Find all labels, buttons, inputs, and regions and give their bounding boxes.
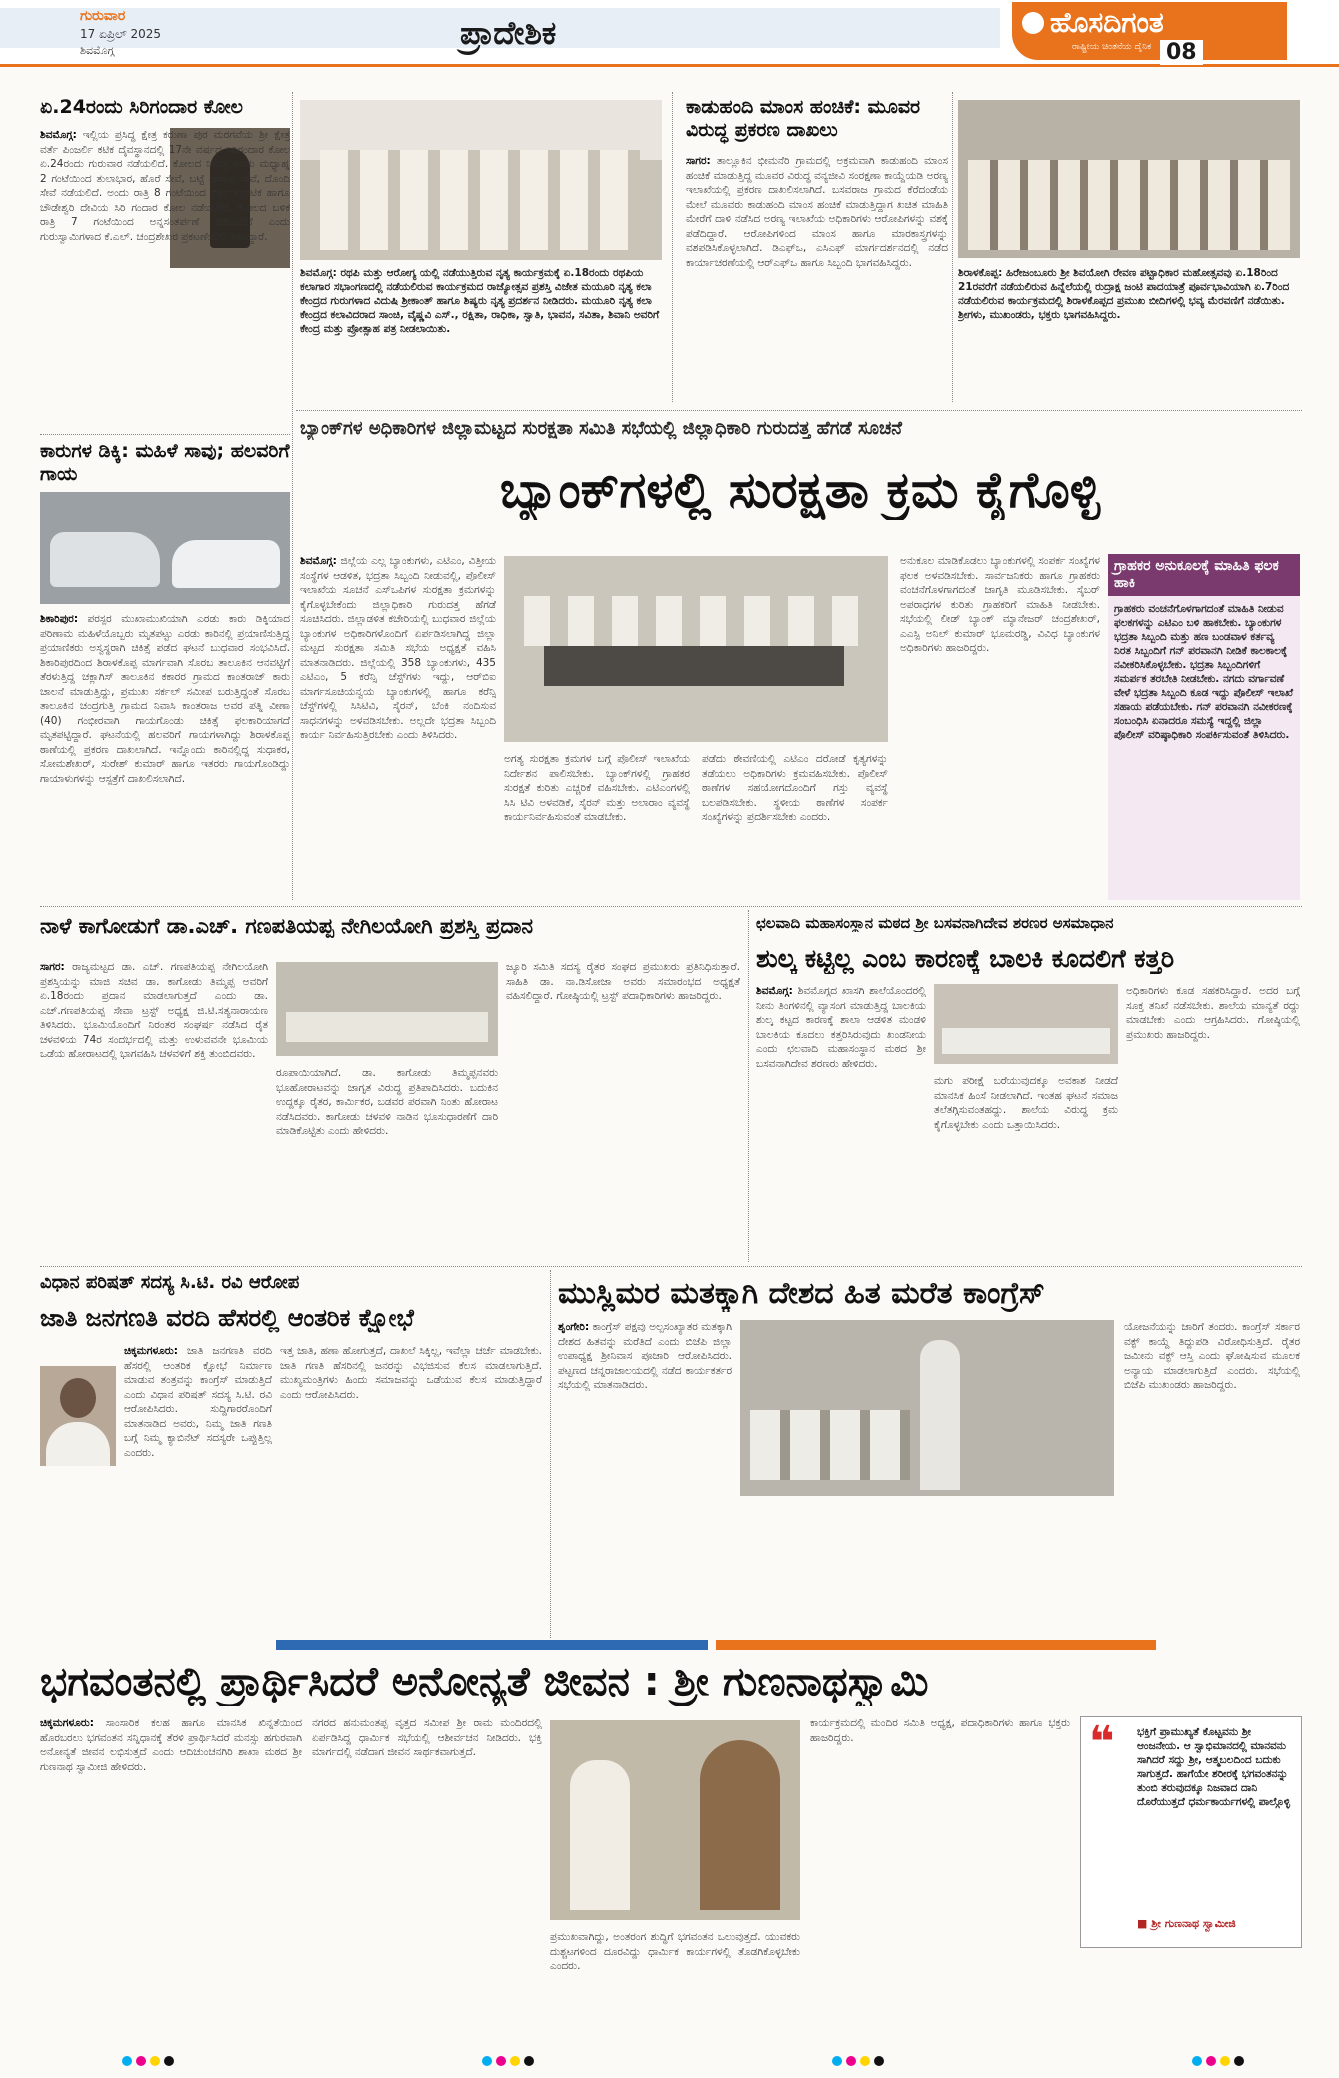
guru-dateline: ಚಿಕ್ಕಮಗಳೂರು:: [40, 1717, 94, 1729]
kola-headline: ಏ.24ರಂದು ಸಿರಿಗಂದಾರ ಕೋಲ: [40, 96, 243, 118]
divider: [292, 92, 293, 900]
masthead: [0, 0, 1339, 67]
guru-col2: ನಗರದ ಹನುಮಂತಪ್ಪ ವೃತ್ತದ ಸಮೀಪ ಶ್ರೀ ರಾಮ ಮಂದಿರದಲ್ಲಿ ಏರ್ಪಡಿಸಿದ್ದ ಧಾರ್ಮಿಕ ಸಭೆಯಲ್ಲಿ ಆಶೀರ್ವಚನ ನೀಡಿದರು. ಭಕ್ತಿ ಮಾರ್ಗದಲ್ಲಿ ನಡೆದಾಗ ಜೀವನ ಸಾರ್ಥಕವಾಗುತ್ತದೆ.: [312, 1717, 542, 1758]
divider: [952, 92, 953, 402]
divider: [296, 410, 1302, 411]
masthead-city: ಶಿವಮೊಗ್ಗ: [80, 44, 115, 57]
kola-text: ಇಲ್ಲಿಯ ಪ್ರಸಿದ್ಧ ಕ್ಷೇತ್ರ ಕರುಣಾ ಪುರ ಮರಗವೆಯ ಶ್ರೀ ಕ್ಷೇತ್ರ ವರ್ತೆ ಪಿಂಜರ್ಲಿ ಕಟಿಕ ದೈವಸ್ಥಾನದಲ್ಲಿ 17ನೇ ವರ್ಷದ ಸಿರಿಗಂದಾರ ಕೋಲ ಏ.24ರಂದು ಗುರುವಾರ ನಡೆಯಲಿದೆ. ಕೋಲದ ನಿಮಿತ್ತ ಅಂದು ಮಧ್ಯಾಹ್ನ 2 ಗಂಟೆಯಿಂದ ತುಲಾಭಾರ, ಹೊರೆ ಸೇವೆ, ಬಟ್ಟೆ ಹಾಸುವ ಸೇವೆ, ದೊಂದಿ ಸೇವೆ ನಡೆಯಲಿದೆ. ಅಂದು ರಾತ್ರಿ 8 ಗಂಟೆಯಿಂದ ವರ್ತೆ ಕಲ್ಲುಟಿಕ ಹಾಗೂ ಚೌಡೇಶ್ವರಿ ದೇವಿಯ ಸಿರಿ ಗಂದಾರ ಕೋಲ ನಡೆಯಲಿದೆ. ಕೋಲದ ಬಳಿಕ ರಾತ್ರಿ 7 ಗಂಟೆಯಿಂದ ಅನ್ನಸಂತರ್ಪಣೆ ನಡೆಯಲಿದೆ ಎಂದು ಗುರುಸ್ವಾಮಿಗಳಾದ ಕೆ.ಎಲ್. ಚಂದ್ರಶೇಖರ ಪ್ರಕಟಣೆಯಲ್ಲಿ ತಿಳಿಸಿದ್ದಾರೆ.: [40, 129, 290, 243]
paper-name: ಹೊಸದಿಗಂತ: [1050, 6, 1164, 39]
girl-col1-text: ಶಿವಮೊಗ್ಗದ ಖಾಸಗಿ ಶಾಲೆಯೊಂದರಲ್ಲಿ ನೀನು ತಿಂಗಳಿನಲ್ಲಿ ವ್ಯಾಸಂಗ ಮಾಡುತ್ತಿದ್ದ ಬಾಲಕಿಯ ಶುಲ್ಕ ಕಟ್ಟದ ಕಾರಣಕ್ಕೆ ಶಾಲಾ ಆಡಳಿತ ಮಂಡಳಿ ಬಾಲಕಿಯ ಕೂದಲು ಕತ್ತರಿಸಿರುವುದು ಖಂಡನೀಯ ಎಂದು ಛಲವಾದಿ ಮಹಾಸಂಸ್ಥಾನ ಮಠದ ಶ್ರೀ ಬಸವನಾಗಿದೇವ ಶರಣರು ಹೇಳಿದರು.: [756, 985, 926, 1070]
girl-col1: [756, 984, 926, 1260]
reg-magenta: [846, 2056, 856, 2066]
divider: [40, 1266, 1302, 1267]
divider: [40, 906, 1302, 907]
bank-col4: ಅನುಕೂಲ ಮಾಡಿಕೊಡಲು ಬ್ಯಾಂಕುಗಳಲ್ಲಿ ಸಂಪರ್ಕ ಸಂಖ್ಯೆಗಳ ಫಲಕ ಅಳವಡಿಸಬೇಕು. ಸಾರ್ವಜನಿಕರು ಹಾಗೂ ಗ್ರಾಹಕರು ವಂಚನೆಗೊಳಗಾಗದಂತೆ ಜಾಗೃತಿ ಮೂಡಿಸಬೇಕು. ಸೈಬರ್ ಅಪರಾಧಗಳ ಕುರಿತು ಗ್ರಾಹಕರಿಗೆ ಮಾಹಿತಿ ನೀಡಬೇಕು. ಸಭೆಯಲ್ಲಿ ಲೀಡ್ ಬ್ಯಾಂಕ್ ಮ್ಯಾನೇಜರ್ ಚಂದ್ರಶೇಖರ್, ಎಎಸ್ಪಿ ಅನಿಲ್ ಕುಮಾರ್ ಭೂಮರಡ್ಡಿ, ವಿವಿಧ ಬ್ಯಾಂಕುಗಳ ಅಧಿಕಾರಿಗಳು ಹಾಜರಿದ್ದರು.: [900, 555, 1100, 654]
car-headline: ಕಾರುಗಳ ಡಿಕ್ಕಿ: ಮಹಿಳೆ ಸಾವು; ಹಲವರಿಗೆ ಗಾಯ: [40, 440, 290, 485]
girl-headline: ಶುಲ್ಕ ಕಟ್ಟಿಲ್ಲ ಎಂಬ ಕಾರಣಕ್ಕೆ ಬಾಲಕಿ ಕೂದಲಿಗೆ ಕತ್ತರಿ: [756, 944, 1175, 973]
dancers-photo: [300, 100, 662, 260]
reg-black: [524, 2056, 534, 2066]
census-col1: [40, 1344, 272, 1634]
divider: [748, 910, 749, 1262]
procession-caption: ಶಿರಾಳಕೊಪ್ಪ: ಹಿರೇಜಂಬೂರು ಶ್ರೀ ಶಿವಯೋಗಿ ರೇವಣ ಪಟ್ಟಾಧಿಕಾರ ಮಹೋತ್ಸವವು ಏ.18ರಿಂದ 21ರವರೆಗೆ ನಡೆಯಲಿರುವ ಹಿನ್ನೆಲೆಯಲ್ಲಿ ರುದ್ರಾಕ್ಷ ಜಂಟಿ ಪಾದಯಾತ್ರೆ ಪೂರ್ವಭಾವಿಯಾಗಿ ಏ.7ರಿಂದ ನಡೆಯಲಿರುವ ಕಾರ್ಯಕ್ರಮದಲ್ಲಿ ಶಿರಾಳಕೊಪ್ಪದ ಪ್ರಮುಖ ಬೀದಿಗಳಲ್ಲಿ ಭವ್ಯ ಮೆರವಣಿಗೆ ನಡೆಯಿತು. ಶ್ರೀಗಳು, ಮುಖಂಡರು, ಭಕ್ತರು ಭಾಗವಹಿಸಿದ್ದರು.: [958, 267, 1290, 321]
panel-table: [286, 1012, 488, 1042]
color-band: [276, 1640, 1156, 1650]
bank-headline: ಬ್ಯಾಂಕ್‌ಗಳಲ್ಲಿ ಸುರಕ್ಷತಾ ಕ್ರಮ ಕೈಗೊಳ್ಳಿ: [499, 461, 1101, 519]
guru-headline: ಭಗವಂತನಲ್ಲಿ ಪ್ರಾರ್ಥಿಸಿದರೆ ಅನೋನ್ಯತೆ ಜೀವನ : ಶ್ರೀ ಗುಣನಾಥಸ್ವಾಮಿ: [40, 1659, 929, 1705]
reg-cyan: [122, 2056, 132, 2066]
procession-photo: [958, 100, 1300, 258]
reg-black: [874, 2056, 884, 2066]
sringeri-meeting-photo: [740, 1320, 1114, 1496]
award-col2: ರೂಪಾಯಿಯಾಗಿದೆ. ಡಾ. ಕಾಗೋಡು ತಿಮ್ಮಪ್ಪನವರು ಭೂಹೋರಾಟವನ್ನು ಜಾಗೃತ ವಿರುದ್ಧ ಪ್ರತಿಪಾದಿಸಿದರು. ಬದುಕಿನ ಉದ್ದಕ್ಕೂ ರೈತರ, ಕಾರ್ಮಿಕರ, ಬಡವರ ಪರವಾಗಿ ನಿಂತು ಹೋರಾಟ ನಡೆಸಿದವರು. ಕಾಗೋಡು ಚಳವಳಿ ನಾಡಿನ ಭೂಸುಧಾರಣೆಗೆ ದಾರಿ ಮಾಡಿಕೊಟ್ಟಿತು ಎಂದು ಹೇಳಿದರು.: [276, 1067, 498, 1137]
seated-row: [750, 1410, 910, 1480]
registration-marks-left: [120, 2051, 176, 2070]
census-headline: ಜಾತಿ ಜನಗಣತಿ ವರದಿ ಹೆಸರಲ್ಲಿ ಆಂತರಿಕ ಕ್ಷೋಭೆ: [40, 1304, 414, 1332]
paper-logo-box: [1012, 2, 1287, 60]
sidebar-title: ಗ್ರಾಹಕರ ಅನುಕೂಲಕ್ಕೆ ಮಾಹಿತಿ ಫಲಕ ಹಾಕಿ: [1108, 554, 1300, 596]
band-orange: [716, 1640, 1156, 1650]
meat-body: [686, 154, 948, 404]
band-blue: [276, 1640, 708, 1650]
muslim-headline: ಮುಸ್ಲಿಮರ ಮತಕ್ಕಾಗಿ ದೇಶದ ಹಿತ ಮರೆತ ಕಾಂಗ್ರೆಸ್: [558, 1276, 1045, 1311]
paper-tagline: ರಾಷ್ಟ್ರೀಯ ಚಿಂತನೆಯ ದೈನಿಕ: [1072, 42, 1152, 52]
registration-marks-mid-left: [480, 2051, 536, 2070]
award-col3: ಜ್ಯೂರಿ ಸಮಿತಿ ಸದಸ್ಯ ರೈತರ ಸಂಘದ ಪ್ರಮುಖರು ಪ್ರತಿನಿಧಿಸುತ್ತಾರೆ. ಸಾಹಿತಿ ಡಾ. ನಾ.ಡಿಸೋಜಾ ಅವರು ಸಮಾರಂಭದ ಅಧ್ಯಕ್ಷತೆ ವಹಿಸಲಿದ್ದಾರೆ. ಗೋಷ್ಠಿಯಲ್ಲಿ ಟ್ರಸ್ಟ್ ಪದಾಧಿಕಾರಿಗಳು ಹಾಜರಿದ್ದರು.: [506, 961, 740, 1002]
bank-kicker: ಬ್ಯಾಂಕ್‌ಗಳ ಅಧಿಕಾರಿಗಳ ಜಿಲ್ಲಾಮಟ್ಟದ ಸುರಕ್ಷತಾ ಸಮಿತಿ ಸಭೆಯಲ್ಲಿ ಜಿಲ್ಲಾಧಿಕಾರಿ ಗುರುದತ್ತ ಹೆಗಡೆ ಸೂಚನೆ: [300, 418, 903, 439]
reg-yellow: [860, 2056, 870, 2066]
reg-yellow: [150, 2056, 160, 2066]
quote-mark-icon: ❝: [1089, 1717, 1115, 1768]
masthead-day: ಗುರುವಾರ: [80, 8, 126, 24]
car-dateline: ಶಿಕಾರಿಪುರ:: [40, 613, 79, 625]
census-dateline: ಚಿಕ್ಕಮಗಳೂರು:: [124, 1345, 178, 1357]
divider: [550, 1270, 551, 1638]
award-col1-text: ರಾಜ್ಯಮಟ್ಟದ ಡಾ. ಎಚ್. ಗಣಪತಿಯಪ್ಪ ನೇಗಿಲಯೋಗಿ ಪ್ರಶಸ್ತಿಯನ್ನು ಮಾಜಿ ಸಚಿವ ಡಾ. ಕಾಗೋಡು ತಿಮ್ಮಪ್ಪ ಅವರಿಗೆ ಏ.18ರಂದು ಪ್ರದಾನ ಮಾಡಲಾಗುತ್ತದೆ ಎಂದು ಡಾ. ಎಚ್.ಗಣಪತಿಯಪ್ಪ ಸೇವಾ ಟ್ರಸ್ಟ್ ಅಧ್ಯಕ್ಷ ಜಿ.ಟಿ.ಸತ್ಯನಾರಾಯಣ ತಿಳಿಸಿದರು. ಭೂಮಿಯೊಂದಿಗೆ ನಿರಂತರ ಸಂಘರ್ಷ ನಡೆಸಿದ ರೈತ ಚಳವಳಿಯ 74ರ ಸಂದರ್ಭದಲ್ಲಿ ಮತ್ತು ಉಳುವವನೇ ಭೂಮಿಯ ಒಡೆಯ ಹೋರಾಟದಲ್ಲಿ ಭಾಗವಹಿಸಿ ಚಳವಳಿಗೆ ಶಕ್ತಿ ತುಂಬಿದವರು.: [40, 961, 268, 1060]
guru-col4: ಕಾರ್ಯಕ್ರಮದಲ್ಲಿ ಮಂದಿರ ಸಮಿತಿ ಅಧ್ಯಕ್ಷ, ಪದಾಧಿಕಾರಿಗಳು ಹಾಗೂ ಭಕ್ತರು ಹಾಜರಿದ್ದರು.: [810, 1717, 1070, 1744]
girl-col3: ಅಧಿಕಾರಿಗಳು ಕೂಡ ಸಹಕರಿಸಿದ್ದಾರೆ. ಅದರ ಬಗ್ಗೆ ಸೂಕ್ತ ತನಿಖೆ ನಡೆಸಬೇಕು. ಶಾಲೆಯ ಮಾನ್ಯತೆ ರದ್ದು ಮಾಡಬೇಕು ಎಂದು ಆಗ್ರಹಿಸಿದರು. ಗೋಷ್ಠಿಯಲ್ಲಿ ಪ್ರಮುಖರು ಹಾಜರಿದ್ದರು.: [1126, 985, 1300, 1041]
census-kicker: ವಿಧಾನ ಪರಿಷತ್ ಸದಸ್ಯ ಸಿ.ಟಿ. ರವಿ ಆರೋಪ: [40, 1272, 300, 1293]
masthead-date: 17 ಏಪ್ರಿಲ್ 2025: [80, 27, 162, 41]
panel-table: [942, 1028, 1110, 1054]
quote-attribution: ■ ಶ್ರೀ ಗುಣನಾಥ ಸ್ವಾಮೀಜಿ: [1137, 1917, 1236, 1930]
girl-col2: ಮಗು ಪರೀಕ್ಷೆ ಬರೆಯುವುದಕ್ಕೂ ಅವಕಾಶ ನೀಡದೆ ಮಾನಸಿಕ ಹಿಂಸೆ ನೀಡಲಾಗಿದೆ. ಇಂತಹ ಘಟನೆ ಸಮಾಜ ತಲೆತಗ್ಗಿಸುವಂತಹದ್ದು. ಶಾಲೆಯ ವಿರುದ್ಧ ಕ್ರಮ ಕೈಗೊಳ್ಳಬೇಕು ಎಂದು ಒತ್ತಾಯಿಸಿದರು.: [934, 1075, 1118, 1131]
girl-dateline: ಶಿವಮೊಗ್ಗ:: [756, 985, 793, 997]
press-meet-award-photo: [276, 962, 498, 1056]
bank-col1: [300, 554, 496, 900]
registration-marks-mid-right: [830, 2051, 886, 2070]
reg-magenta: [496, 2056, 506, 2066]
bank-meeting-photo: [504, 556, 888, 742]
seer-blessing-photo: [550, 1720, 800, 1920]
car-shape-right: [172, 540, 280, 588]
car-text: ಪರಸ್ಪರ ಮುಖಾಮುಖಿಯಾಗಿ ಎರಡು ಕಾರು ಡಿಕ್ಕಿಯಾದ ಪರಿಣಾಮ ಮಹಿಳೆಯೊಬ್ಬರು ಮೃತಪಟ್ಟು ಎರಡು ಕಾರಿನಲ್ಲಿ ಪ್ರಯಾಣಿಸುತ್ತಿದ್ದ ಪ್ರಯಾಣಿಕರು ಅಸ್ವಸ್ಥರಾಗಿ ಚಿಕಿತ್ಸೆ ಪಡೆದ ಘಟನೆ ಬುಧವಾರ ಸಂಭವಿಸಿದೆ. ಶಿಕಾರಿಪುರದಿಂದ ಶಿರಾಳಕೊಪ್ಪ ಮಾರ್ಗವಾಗಿ ಸೊರಬ ತಾಲೂಕಿನ ಆನವಟ್ಟಿಗೆ ತೆರಳುತ್ತಿದ್ದ ಚಕ್ಲಾಗಿಸ್ ತಾಲೂಕಿನ ಕಕಾರರ ಗ್ರಾಮದ ಕಾಂತರಾಜ್ ಕಾರು ಚಾಲನೆ ಮಾಡುತ್ತಿದ್ದು, ಪ್ರಮುಖ ಸರ್ಕಲ್ ಸಮೀಪ ಬರುತ್ತಿದ್ದಂತೆ ಸೊರಬ ತಾಲೂಕಿನ ಚಂದ್ರಗುತ್ತಿ ಗ್ರಾಮದ ನಿವಾಸಿ ಕಾಂತರಾಜ ಅವರ ಪತ್ನಿ ವೀಣಾ (40) ಗಂಭೀರವಾಗಿ ಗಾಯಗೊಂಡು ಚಿಕಿತ್ಸೆ ಫಲಕಾರಿಯಾಗದೆ ಮೃತಪಟ್ಟಿದ್ದಾರೆ. ಘಟನೆಯಲ್ಲಿ ಹಲವರಿಗೆ ಗಾಯಗಳಾಗಿದ್ದು ಶಿರಾಳಕೊಪ್ಪ ಠಾಣೆಯಲ್ಲಿ ಪ್ರಕರಣ ದಾಖಲಾಗಿದೆ. ಇನ್ನೊಂದು ಕಾರಿನಲ್ಲಿದ್ದ ಸುಧಾಕರ, ಸೋಮಶೇಖರ್, ಸುರೇಶ್ ಕುಮಾರ್ ಹಾಗೂ ಇತರರು ಗಾಯಗೊಂಡಿದ್ದು ಗಾಯಾಳುಗಳನ್ನು ಆಸ್ಪತ್ರೆಗೆ ದಾಖಲಿಸಲಾಗಿದೆ.: [40, 613, 290, 785]
registration-marks-right: [1190, 2051, 1246, 2070]
meat-headline: ಕಾಡುಹಂದಿ ಮಾಂಸ ಹಂಚಿಕೆ: ಮೂವರ ವಿರುದ್ಧ ಪ್ರಕರಣ ದಾಖಲು: [686, 96, 921, 141]
reg-magenta: [136, 2056, 146, 2066]
reg-magenta: [1206, 2056, 1216, 2066]
dancer-row: [320, 150, 640, 250]
muslim-col1-text: ಕಾಂಗ್ರೆಸ್ ಪಕ್ಷವು ಅಲ್ಪಸಂಖ್ಯಾತರ ಮತಕ್ಕಾಗಿ ದೇಶದ ಹಿತವನ್ನು ಮರೆತಿದೆ ಎಂದು ಬಿಜೆಪಿ ಜಿಲ್ಲಾ ಉಪಾಧ್ಯಕ್ಷ ಶ್ರೀನಿವಾಸ ಪೂಜಾರಿ ಆರೋಪಿಸಿದರು. ಪಟ್ಟಣದ ಚನ್ನರಾಜಾಲಯದಲ್ಲಿ ನಡೆದ ಕಾರ್ಯಕರ್ತರ ಸಭೆಯಲ್ಲಿ ಮಾತನಾಡಿದರು.: [558, 1321, 732, 1391]
car-crash-photo: [40, 492, 290, 604]
girl-kicker: ಛಲವಾದಿ ಮಹಾಸಂಸ್ಥಾನ ಮಠದ ಶ್ರೀ ಬಸವನಾಗಿದೇವ ಶರಣರ ಅಸಮಾಧಾನ: [756, 914, 1114, 932]
quote-text: ಭಕ್ತಿಗೆ ಪ್ರಾಮುಖ್ಯತೆ ಕೊಟ್ಟವನು ಶ್ರೀ ಆಂಜನೇಯ. ಆ ಸ್ವಾಭಿಮಾನದಲ್ಲಿ ಮಾನವನು ಸಾಗಿದರೆ ಸದ್ದು ಶ್ರೀ, ಆತ್ಮಬಲದಿಂದ ಬದುಕು ಸಾಗುತ್ತದೆ. ಹಾಗೆಯೇ ಶರೀರಕ್ಕೆ ಭಗವಂತನನ್ನು ತುಂಬಿ ತರುವುದಕ್ಕೂ ನಿಜವಾದ ದಾನಿ ದೊರೆಯುತ್ತದೆ ಧರ್ಮಕಾರ್ಯಗಳಲ್ಲಿ ಪಾಲ್ಗೊಳ್ಳಿ: [1137, 1726, 1291, 1808]
reg-yellow: [510, 2056, 520, 2066]
guru-col3: ಪ್ರಮುಖವಾಗಿದ್ದು, ಅಂತರಂಗ ಶುದ್ಧಿಗೆ ಭಗವಂತನ ಒಲುವುತ್ತದೆ. ಯುವಕರು ದುಶ್ಚಟಗಳಿಂದ ದೂರವಿದ್ದು ಧಾರ್ಮಿಕ ಕಾರ್ಯಗಳಲ್ಲಿ ತೊಡಗಿಕೊಳ್ಳಬೇಕು ಎಂದರು.: [550, 1931, 800, 1972]
reg-black: [164, 2056, 174, 2066]
muslim-col2: ಯೋಜನೆಯನ್ನು ಜಾರಿಗೆ ತಂದರು. ಕಾಂಗ್ರೆಸ್ ಸರ್ಕಾರ ವಕ್ಫ್ ಕಾಯ್ದೆ ತಿದ್ದುಪಡಿ ವಿರೋಧಿಸುತ್ತಿದೆ. ರೈತರ ಜಮೀನು ವಕ್ಫ್ ಆಸ್ತಿ ಎಂದು ಘೋಷಿಸುವ ಮೂಲಕ ಅನ್ಯಾಯ ಮಾಡಲಾಗುತ್ತಿದೆ ಎಂದರು. ಸಭೆಯಲ್ಲಿ ಬಿಜೆಪಿ ಮುಖಂಡರು ಹಾಜರಿದ್ದರು.: [1124, 1321, 1300, 1391]
reg-cyan: [832, 2056, 842, 2066]
award-col1: [40, 960, 268, 1260]
guru-col1-text: ಸಾಂಸಾರಿಕ ಕಲಹ ಹಾಗೂ ಮಾನಸಿಕ ಖಿನ್ನತೆಯಿಂದ ಹೊರಬರಲು ಭಗವಂತನ ಸನ್ನಿಧಾನಕ್ಕೆ ತೆರಳಿ ಪ್ರಾರ್ಥಿಸಿದರೆ ಮನಸ್ಸು ಹಗುರವಾಗಿ ಅನೋನ್ಯತೆ ಜೀವನ ಲಭಿಸುತ್ತದೆ ಎಂದು ಆದಿಚುಂಚನಗಿರಿ ಶಾಖಾ ಮಠದ ಶ್ರೀ ಗುಣನಾಥ ಸ್ವಾಮೀಜಿ ಹೇಳಿದರು.: [40, 1717, 302, 1773]
census-col2: ಇತ್ತ ಜಾತಿ, ಹಣಾ ಹೋಗುತ್ತದೆ, ದಾಖಲೆ ಸಿಕ್ಕಿಲ್ಲ, ಇವೆಲ್ಲಾ ಚರ್ಚೆ ಮಾಡಬೇಕು. ಜಾತಿ ಗಣತಿ ಹೆಸರಿನಲ್ಲಿ ಜನರನ್ನು ವಿಭಜಿಸುವ ಕೆಲಸ ಮಾಡಲಾಗುತ್ತಿದೆ. ಮುಖ್ಯಮಂತ್ರಿಗಳು ಹಿಂದು ಸಮಾಜವನ್ನು ಒಡೆಯುವ ಕೆಲಸ ಮಾಡುತ್ತಿದ್ದಾರೆ ಎಂದು ಆರೋಪಿಸಿದರು.: [280, 1345, 542, 1401]
meat-text: ತಾಲ್ಲೂಕಿನ ಭೀಮನೆರಿ ಗ್ರಾಮದಲ್ಲಿ ಅಕ್ರಮವಾಗಿ ಕಾಡುಹಂದಿ ಮಾಂಸ ಹಂಚಿಕೆ ಮಾಡುತ್ತಿದ್ದ ಮೂವರ ವಿರುದ್ಧ ವನ್ಯಜೀವಿ ಸಂರಕ್ಷಣಾ ಕಾಯ್ದೆಯಡಿ ಅರಣ್ಯ ಇಲಾಖೆಯಲ್ಲಿ ಪ್ರಕರಣ ದಾಖಲಿಸಲಾಗಿದೆ. ಬಸವರಾಜ ಗ್ರಾಮದ ಕೆರೆದಂಡೆಯ ಮೇಲೆ ಮೂವರು ಕಾಡುಹಂದಿ ಮಾಂಸ ಹಂಚಿಕೆ ಮಾಡುತ್ತಿದ್ದಾಗ ಖಚಿತ ಮಾಹಿತಿ ಮೇರೆಗೆ ದಾಳಿ ನಡೆಸಿದ ಅರಣ್ಯ ಇಲಾಖೆಯ ಅಧಿಕಾರಿಗಳು ಆರೋಪಿಗಳನ್ನು ವಶಕ್ಕೆ ಪಡೆದಿದ್ದಾರೆ. ಆರೋಪಿಗಳಿಂದ ಮಾಂಸ ಹಾಗೂ ಮಾರಕಾಸ್ತ್ರಗಳನ್ನು ವಶಪಡಿಸಿಕೊಳ್ಳಲಾಗಿದೆ. ಡಿಎಫ್‌ಒ, ಎಸಿಎಫ್ ಮಾರ್ಗದರ್ಶನದಲ್ಲಿ ನಡೆದ ಕಾರ್ಯಾಚರಣೆಯಲ್ಲಿ ಆರ್‌ಎಫ್‌ಒ ಹಾಗೂ ಸಿಬ್ಬಂದಿ ಭಾಗವಹಿಸಿದ್ದರು.: [686, 155, 948, 269]
sidebar-body: ಗ್ರಾಹಕರು ವಂಚನೆಗೊಳಗಾಗದಂತೆ ಮಾಹಿತಿ ನೀಡುವ ಫಲಕಗಳನ್ನು ಎಟಿಎಂ ಬಳಿ ಹಾಕಬೇಕು. ಬ್ಯಾಂಕುಗಳ ಭದ್ರತಾ ಸಿಬ್ಬಂದಿ ಮತ್ತು ಹಣ ಬಂಡವಾಳ ಕರ್ತವ್ಯ ನಿರತ ಸಿಬ್ಬಂದಿಗೆ ಗನ್ ಪರವಾನಗಿ ನೀಡಿಕೆ ಕಾಲಕಾಲಕ್ಕೆ ನವೀಕರಿಸಿಕೊಳ್ಳಬೇಕು. ಭದ್ರತಾ ಸಿಬ್ಬಂದಿಗಳಿಗೆ ಸಮರ್ಪಕ ತರಬೇತಿ ನೀಡಬೇಕು. ನಗದು ವರ್ಗಾವಣೆ ವೇಳೆ ಭದ್ರತಾ ಸಿಬ್ಬಂದಿ ಕೂಡ ಇದ್ದು ಪೊಲೀಸ್ ಇಲಾಖೆ ಸಹಾಯ ಪಡೆಯಬೇಕು. ಗನ್ ಪರವಾನಗಿ ನವೀಕರಣಕ್ಕೆ ಸಂಬಂಧಿಸಿ ಏನಾದರೂ ಸಮಸ್ಯೆ ಇದ್ದಲ್ಲಿ ಜಿಲ್ಲಾ ಪೊಲೀಸ್ ವರಿಷ್ಠಾಧಿಕಾರಿ ಸಂಪರ್ಕಿಸುವಂತೆ ತಿಳಿಸಿದರು.: [1114, 603, 1294, 741]
car-shape-left: [50, 532, 160, 587]
dancers-caption: ಶಿವಮೊಗ್ಗ: ರಥಪಿ ಮತ್ತು ಆರೋಗ್ಯ ಯಲ್ಲಿ ನಡೆಯುತ್ತಿರುವ ನೃತ್ಯ ಕಾರ್ಯಕ್ರಮಕ್ಕೆ ಏ.18ರಂದು ರಥಪಿಯ ಕಲಾಗಾರ ಸಭಾಂಗಣದಲ್ಲಿ ನಡೆಯಲಿರುವ ಕಾರ್ಯಕ್ರಮದ ರಾಜ್ಯೋತ್ಸವ ಪ್ರಶಸ್ತಿ ವಿಜೇತ ಮಯೂರಿ ನೃತ್ಯ ಕಲಾ ಕೇಂದ್ರದ ಗುರುಗಳಾದ ವಿದುಷಿ ಶ್ರೀಕಾಂತ್ ಹಾಗೂ ಶಿಷ್ಯರು ನೃತ್ಯ ಪ್ರದರ್ಶನ ನೀಡಿದರು. ಮಯೂರಿ ನೃತ್ಯ ಕಲಾ ಕೇಂದ್ರದ ಕಲಾವಿದರಾದ ಸಾಂಚಿ, ವೈಷ್ಣವಿ ಎಸ್., ರಕ್ಷಿತಾ, ರಾಧಿಕಾ, ಸ್ವಾತಿ, ಭಾವನ, ಸವಿತಾ, ಶಿವಾನಿ ಅವರಿಗೆ ಕೇಂದ್ರ ಮತ್ತು ಪ್ರೋತ್ಸಾಹ ಪತ್ರ ನೀಡಲಾಯಿತು.: [300, 267, 660, 335]
car-body: [40, 612, 290, 900]
shrine-figure: [700, 1740, 780, 1910]
reg-black: [1234, 2056, 1244, 2066]
meat-dateline: ಸಾಗರ:: [686, 155, 711, 167]
seer-figure: [570, 1760, 630, 1910]
kola-dateline: ಶಿವಮೊಗ್ಗ:: [40, 129, 77, 141]
reg-cyan: [482, 2056, 492, 2066]
reg-yellow: [1220, 2056, 1230, 2066]
kola-body: [40, 128, 290, 432]
bank-col2: ಅಗತ್ಯ ಸುರಕ್ಷತಾ ಕ್ರಮಗಳ ಬಗ್ಗೆ ಪೊಲೀಸ್ ಇಲಾಖೆಯ ನಿರ್ದೇಶನ ಪಾಲಿಸಬೇಕು. ಬ್ಯಾಂಕ್‌ಗಳಲ್ಲಿ ಗ್ರಾಹಕರ ಸುರಕ್ಷತೆ ಕುರಿತು ಎಚ್ಚರಿಕೆ ವಹಿಸಬೇಕು. ಎಟಿಎಂಗಳಲ್ಲಿ ಸಿಸಿ ಟಿವಿ ಅಳವಡಿಕೆ, ಸೈರನ್ ಮತ್ತು ಅಲಾರಾಂ ವ್ಯವಸ್ಥೆ ಕಾರ್ಯನಿರ್ವಹಿಸುವಂತೆ ಮಾಡಬೇಕು.: [504, 753, 690, 823]
bank-dateline: ಶಿವಮೊಗ್ಗ:: [300, 555, 337, 567]
census-col1-text: ಜಾತಿ ಜನಗಣತಿ ವರದಿ ಹೆಸರಲ್ಲಿ ಆಂತರಿಕ ಕ್ಷೋಭೆ ನಿರ್ಮಾಣ ಮಾಡುವ ತಂತ್ರವನ್ನು ಕಾಂಗ್ರೆಸ್ ಮಾಡುತ್ತಿದೆ ಎಂದು ವಿಧಾನ ಪರಿಷತ್ ಸದಸ್ಯ ಸಿ.ಟಿ. ರವಿ ಆರೋಪಿಸಿದರು. ಸುದ್ದಿಗಾರರೊಂದಿಗೆ ಮಾತನಾಡಿದ ಅವರು, ನಿಮ್ಮ ಜಾತಿ ಗಣತಿ ಬಗ್ಗೆ ನಿಮ್ಮ ಕ್ಯಾಬಿನೆಟ್ ಸದಸ್ಯರೇ ಒಪ್ಪುತ್ತಿಲ್ಲ ಎಂದರು.: [124, 1345, 272, 1459]
divider: [40, 434, 290, 435]
award-headline: ನಾಳೆ ಕಾಗೋಡುಗೆ ಡಾ.ಎಚ್. ಗಣಪತಿಯಪ್ಪ ನೇಗಿಲಯೋಗಿ ಪ್ರಶಸ್ತಿ ಪ್ರದಾನ: [40, 914, 534, 938]
reg-cyan: [1192, 2056, 1202, 2066]
standing-speaker: [920, 1340, 960, 1490]
bank-col1-text: ಜಿಲ್ಲೆಯ ಎಲ್ಲ ಬ್ಯಾಂಕುಗಳು, ಎಟಿಎಂ, ವಿತ್ತೀಯ ಸಂಸ್ಥೆಗಳ ಆಡಳಿತ, ಭದ್ರತಾ ಸಿಬ್ಬಂದಿ ನೀಡುವಲ್ಲಿ, ಪೊಲೀಸ್ ಇಲಾಖೆಯ ಸೂಚನೆ ಎಸ್‌ಒಪಿಗಳ ಸುರಕ್ಷತಾ ಕ್ರಮಗಳನ್ನು ಕೈಗೊಳ್ಳಬೇಕೆಂದು ಜಿಲ್ಲಾಧಿಕಾರಿ ಗುರುದತ್ತ ಹೆಗಡೆ ಸೂಚಿಸಿದರು. ಜಿಲ್ಲಾಡಳಿತ ಕಚೇರಿಯಲ್ಲಿ ಬುಧವಾರ ಜಿಲ್ಲೆಯ ಬ್ಯಾಂಕುಗಳ ಅಧಿಕಾರಿಗಳೊಂದಿಗೆ ಏರ್ಪಡಿಸಲಾಗಿದ್ದ ಜಿಲ್ಲಾ ಮಟ್ಟದ ಸುರಕ್ಷತಾ ಸಮಿತಿ ಸಭೆಯ ಅಧ್ಯಕ್ಷತೆ ವಹಿಸಿ ಮಾತನಾಡಿದರು. ಜಿಲ್ಲೆಯಲ್ಲಿ 358 ಬ್ಯಾಂಕುಗಳು, 435 ಎಟಿಎಂ, 5 ಕರೆನ್ಸಿ ಚೆಸ್ಟ್‌ಗಳು ಇದ್ದು, ಆರ್‌ಬಿಐ ಮಾರ್ಗಸೂಚಿಯನ್ವಯ ಬ್ಯಾಂಕುಗಳಲ್ಲಿ ಹಾಗೂ ಕರೆನ್ಸಿ ಚೆಸ್ಟ್‌ಗಳಲ್ಲಿ ಸಿಸಿಟಿವಿ, ಸೈರನ್, ಬೆಂಕಿ ನಂದಿಸುವ ಸಾಧನಗಳನ್ನು ಅಳವಡಿಸಬೇಕು. ಅಲ್ಲದೇ ಭದ್ರತಾ ಸಿಬ್ಬಂದಿ ಕಾರ್ಯ ನಿರ್ವಹಿಸುತ್ತಿರಬೇಕು ಎಂದು ತಿಳಿಸಿದರು.: [300, 555, 496, 741]
quote-box: [1080, 1716, 1302, 1948]
bank-col3: ಪಡೆದು ಠೇವಣಿಯಲ್ಲಿ ಎಟಿಎಂ ದರೋಡೆ ಕೃತ್ಯಗಳನ್ನು ತಡೆಯಲು ಅಧಿಕಾರಿಗಳು ಕ್ರಮವಹಿಸಬೇಕು. ಪೊಲೀಸ್ ಠಾಣೆಗಳ ಸಹಯೋಗದೊಂದಿಗೆ ಗಸ್ತು ವ್ಯವಸ್ಥೆ ಬಲಪಡಿಸಬೇಕು. ಸ್ಥಳೀಯ ಠಾಣೆಗಳ ಸಂಪರ್ಕ ಸಂಖ್ಯೆಗಳನ್ನು ಪ್ರದರ್ಶಿಸಬೇಕು ಎಂದರು.: [702, 753, 888, 823]
muslim-dateline: ಶೃಂಗೇರಿ:: [558, 1321, 590, 1333]
crowd-row: [968, 160, 1290, 250]
meeting-people: [524, 596, 864, 646]
divider: [672, 92, 673, 402]
guru-col1: [40, 1716, 302, 2042]
award-dateline: ಸಾಗರ:: [40, 961, 65, 973]
section-title: ಪ್ರಾದೇಶಿಕ: [460, 14, 557, 52]
bank-sidebar: [1108, 554, 1300, 900]
paper-emblem-icon: [1022, 12, 1044, 34]
meeting-table: [544, 646, 844, 686]
page-number: 08: [1160, 40, 1203, 65]
press-meet-girl-photo: [934, 984, 1118, 1064]
muslim-col1: [558, 1320, 732, 1634]
